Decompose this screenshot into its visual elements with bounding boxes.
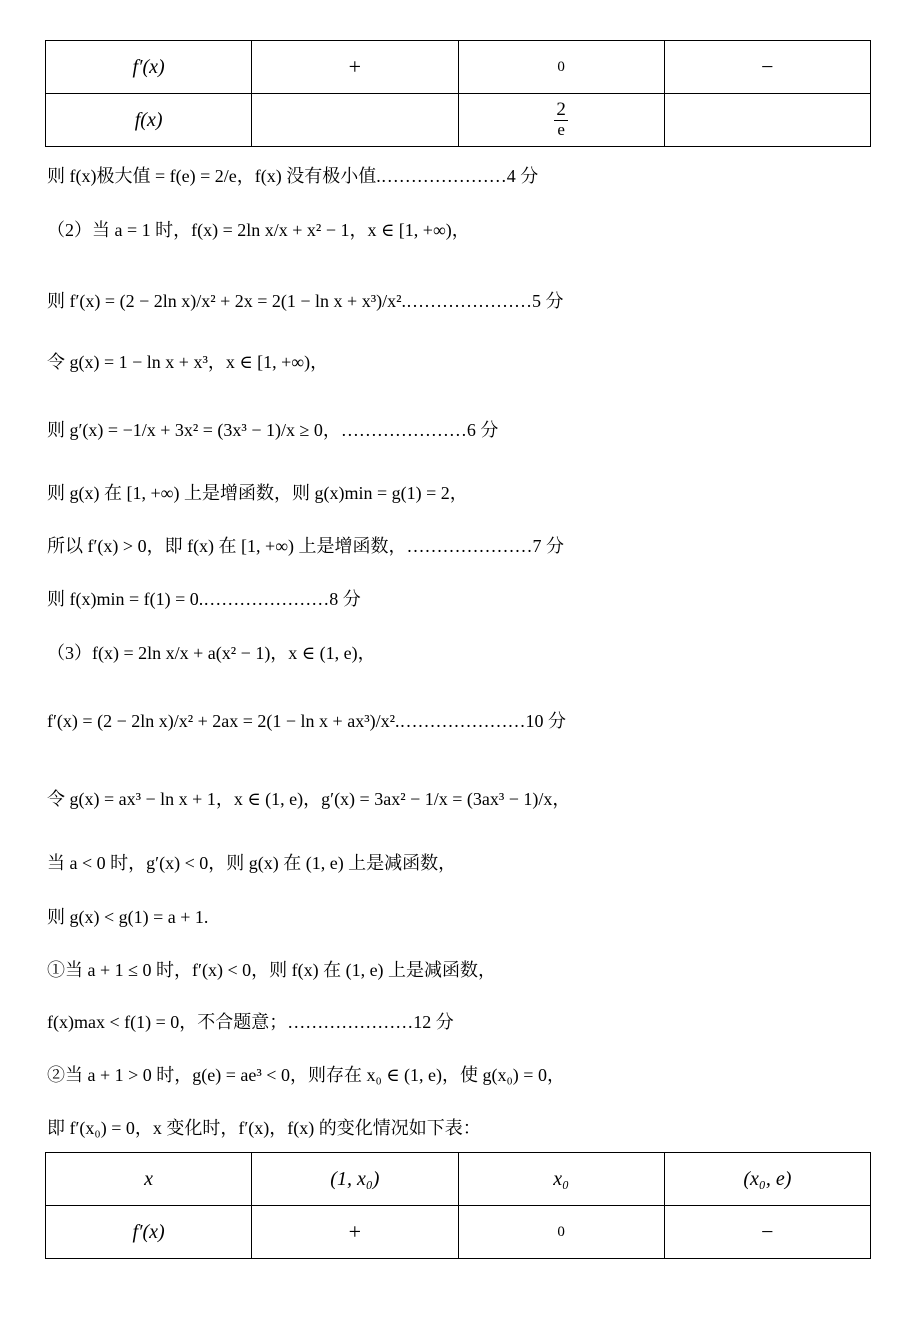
solution-line: 则 g′(x) = −1/x + 3x² = (3x³ − 1)/x ≥ 0，…………………6 分 [47, 420, 499, 440]
arrow-down-icon [664, 94, 870, 147]
max-value-fraction [554, 100, 568, 139]
table-cell: f′(x) [46, 1206, 252, 1259]
solution-line: ②当 a + 1 > 0 时，g(e) = ae³ < 0，则存在 x₀ ∈ (1, e)，使 g(x₀) = 0， [47, 1065, 565, 1085]
solution-line: f′(x) = (2 − 2ln x)/x² + 2ax = 2(1 − ln x + ax³)/x².…………………10 分 [47, 711, 566, 731]
sign-table-top [45, 40, 871, 147]
arrow-up-icon [252, 94, 458, 147]
solution-line: （2）当 a = 1 时，f(x) = 2ln x/x + x² − 1，x ∈ [1, +∞)， [47, 220, 470, 240]
table-cell: 0 [458, 41, 664, 94]
table-row [46, 94, 871, 147]
solution-line: f(x)max < f(1) = 0，不合题意；…………………12 分 [47, 1012, 454, 1032]
fraction-numerator: 2 [556, 99, 566, 121]
table-cell: (x₀, e) [664, 1153, 870, 1206]
solution-line: 令 g(x) = ax³ − ln x + 1，x ∈ (1, e)，g′(x) = 3ax² − 1/x = (3ax³ − 1)/x， [47, 789, 571, 809]
solution-line: 则 g(x) < g(1) = a + 1. [47, 907, 209, 927]
table-cell: f′(x) [46, 41, 252, 94]
table-cell: 0 [458, 1206, 664, 1259]
fraction-denominator: e [557, 119, 565, 139]
table-cell [458, 94, 664, 147]
solution-line: 令 g(x) = 1 − ln x + x³，x ∈ [1, +∞)， [47, 352, 329, 372]
table-cell: − [664, 1206, 870, 1259]
solution-line: 则 f(x)min = f(1) = 0.…………………8 分 [47, 589, 361, 609]
solution-line: 所以 f′(x) > 0，即 f(x) 在 [1, +∞) 上是增函数，…………………7 分 [47, 536, 565, 556]
table-cell: − [664, 41, 870, 94]
solution-line: 即 f′(x₀) = 0，x 变化时，f′(x)，f(x) 的变化情况如下表： [47, 1118, 481, 1138]
table-row [46, 41, 871, 94]
solution-line: ①当 a + 1 ≤ 0 时，f′(x) < 0，则 f(x) 在 (1, e) 上是减函数， [47, 960, 497, 980]
solution-line: 则 f(x)极大值 = f(e) = 2/e，f(x) 没有极小值.…………………4 分 [47, 166, 539, 186]
table-cell: + [252, 1206, 458, 1259]
solution-line: 则 f′(x) = (2 − 2ln x)/x² + 2x = 2(1 − ln x + x³)/x².…………………5 分 [47, 291, 564, 311]
table-row [46, 1206, 871, 1259]
table-cell: + [252, 41, 458, 94]
sign-table-bottom [45, 1152, 871, 1259]
table-cell: x₀ [458, 1153, 664, 1206]
table-cell: x [46, 1153, 252, 1206]
table-row [46, 1153, 871, 1206]
solution-line: 当 a < 0 时，g′(x) < 0，则 g(x) 在 (1, e) 上是减函数， [47, 853, 457, 873]
table-cell: f(x) [46, 94, 252, 147]
solution-line: （3）f(x) = 2ln x/x + a(x² − 1)，x ∈ (1, e)， [47, 643, 376, 663]
table-cell: (1, x₀) [252, 1153, 458, 1206]
solution-line: 则 g(x) 在 [1, +∞) 上是增函数，则 g(x)min = g(1) = 2， [47, 483, 468, 503]
